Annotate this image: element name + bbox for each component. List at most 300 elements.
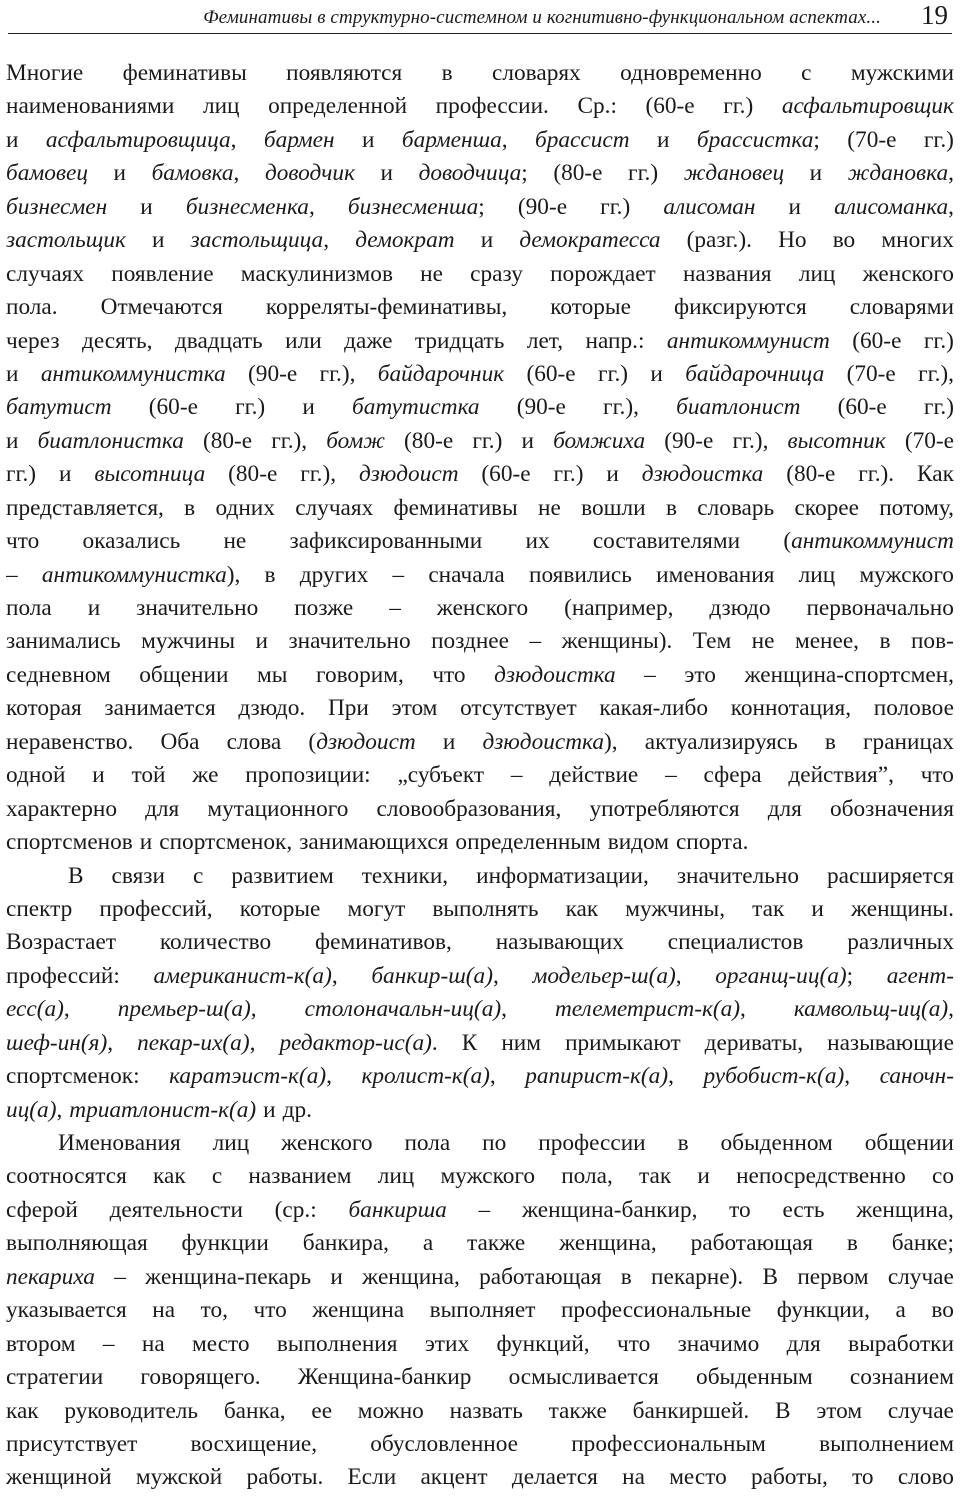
text-run: в [264, 561, 276, 588]
text-run: женщиной [6, 1464, 112, 1491]
text-run: в [879, 628, 891, 655]
word [6, 759, 65, 792]
text-run: женщина [312, 1297, 405, 1324]
word [145, 1261, 311, 1294]
text-run: какая-либо [599, 695, 709, 722]
word [657, 124, 669, 157]
word [535, 124, 630, 157]
word [512, 1461, 598, 1494]
word [153, 1160, 186, 1193]
text-line [6, 1261, 954, 1294]
text-run: первом [797, 1263, 869, 1290]
word [6, 1261, 95, 1294]
word [6, 291, 58, 324]
word [420, 258, 443, 291]
text-line [6, 1361, 954, 1394]
text-run: – [644, 661, 656, 688]
word [303, 1227, 389, 1260]
text-run: что [6, 528, 40, 555]
word [6, 1060, 140, 1093]
text-run: различных [847, 929, 954, 956]
text-run: по [482, 1130, 507, 1156]
text-run: выполнения [276, 1330, 398, 1357]
italic-term: дзюдоист [358, 461, 459, 488]
text-run: этом [391, 695, 438, 722]
word [564, 592, 673, 625]
text-run: ; [521, 160, 528, 187]
text-run: женщина, [362, 1263, 460, 1290]
word [559, 1227, 657, 1260]
word [455, 826, 600, 859]
word [6, 124, 18, 157]
running-title: Феминативы в структурно-системном и когнитивно-функциональном аспектах... [203, 7, 881, 28]
text-run: отсутствует [460, 695, 577, 722]
word [555, 993, 746, 1026]
word [6, 926, 116, 959]
page-number: 19 [921, 0, 948, 30]
word [436, 90, 549, 123]
running-header [8, 0, 952, 34]
word [402, 124, 508, 157]
word [509, 1361, 659, 1394]
word [778, 224, 806, 257]
word [762, 1261, 778, 1294]
word [6, 1461, 112, 1494]
word [279, 1027, 437, 1060]
text-run: втором [6, 1330, 76, 1357]
word [378, 1160, 415, 1193]
word [892, 1227, 954, 1260]
text-run: вошли [581, 494, 646, 521]
text-run: (60-е [852, 327, 902, 354]
italic-term: антикоммунистка [41, 561, 227, 588]
text-run: пекарне). [651, 1263, 744, 1290]
text-run: позже [294, 595, 354, 621]
word [847, 1227, 858, 1260]
text-run: для [786, 1330, 821, 1357]
word [182, 1227, 269, 1260]
text-line [6, 1127, 954, 1160]
text-run: с [801, 60, 812, 86]
text-run: то [729, 1196, 751, 1223]
text-run: что [920, 762, 954, 789]
text-run: , [331, 962, 338, 989]
word [816, 1395, 862, 1428]
word [794, 993, 954, 1026]
word [723, 90, 753, 123]
text-run: акцент [420, 1464, 488, 1491]
word [397, 759, 484, 792]
text-run: многих [881, 227, 954, 254]
word [924, 325, 954, 358]
text-run: или [285, 327, 322, 354]
text-run: именования [656, 561, 775, 588]
text-run: сфера [703, 762, 762, 789]
italic-term: пекар-их(а) [137, 1029, 250, 1056]
word [879, 492, 954, 525]
text-run: (90-е [517, 193, 568, 220]
word [731, 692, 851, 725]
word [6, 325, 60, 358]
text-run: мы [257, 661, 288, 688]
text-run: спортсменок: [6, 1063, 140, 1090]
word [104, 692, 215, 725]
text-run: Отмечаются [100, 294, 223, 321]
text-line [6, 1027, 954, 1060]
text-run: для [145, 795, 180, 822]
text-run: и [521, 427, 534, 454]
word [794, 492, 858, 525]
italic-term: асфальтировщик [781, 93, 954, 120]
word [550, 258, 656, 291]
word [553, 425, 645, 458]
text-run: гг.) [723, 93, 754, 120]
text-run: пола [6, 595, 52, 621]
text-line [6, 525, 954, 558]
text-line [6, 1094, 954, 1127]
word [850, 1361, 954, 1394]
word [169, 1060, 332, 1093]
word [46, 124, 237, 157]
text-run: связи [111, 862, 165, 889]
text-run: границах [863, 728, 954, 755]
word [633, 1395, 750, 1428]
text-run: осмысливается [508, 1364, 659, 1391]
word [6, 191, 107, 224]
word [215, 492, 274, 525]
word [42, 559, 240, 592]
word [517, 391, 566, 424]
italic-term: байдарочник [377, 360, 505, 387]
text-run: гг.). [858, 461, 895, 488]
word [838, 391, 887, 424]
word [6, 726, 133, 759]
text-run: количество [159, 929, 272, 956]
word [789, 191, 801, 224]
text-run: во [931, 1297, 954, 1324]
text-run: гг.) [472, 427, 503, 454]
word [82, 525, 180, 558]
italic-term: пекариха [6, 1263, 95, 1290]
word [888, 1395, 954, 1428]
word [415, 325, 504, 358]
text-run: гг.), [271, 427, 308, 454]
word [266, 291, 507, 324]
text-run: что [253, 1297, 287, 1324]
text-run: (70-е [847, 126, 897, 153]
word [423, 1227, 433, 1260]
text-line [6, 458, 954, 491]
italic-term: банкир-ш(а) [371, 962, 493, 989]
text-line [6, 625, 954, 658]
text-run: женщины. [850, 895, 954, 922]
text-run: – [392, 561, 405, 588]
word [674, 291, 807, 324]
word [212, 1160, 222, 1193]
italic-term: рубобист-к(а) [703, 1063, 845, 1090]
text-line [6, 1328, 954, 1361]
word [389, 592, 401, 625]
word [6, 1294, 127, 1327]
word [782, 1194, 824, 1227]
word [851, 57, 954, 90]
word [348, 191, 485, 224]
text-line [6, 592, 954, 625]
text-run: пола, [561, 1163, 613, 1190]
word [917, 458, 954, 491]
word [496, 1328, 589, 1361]
text-run: К [461, 1029, 478, 1056]
word [191, 224, 329, 257]
text-run: появление [111, 260, 214, 287]
text-run: , [326, 1063, 332, 1090]
text-run: выполнением [819, 1430, 954, 1457]
text-run: (например, [564, 595, 674, 621]
text-line [6, 1428, 954, 1461]
text-line [6, 1060, 954, 1093]
word [797, 1261, 868, 1294]
word [6, 90, 174, 123]
text-run: занимались [6, 628, 121, 655]
word [377, 793, 562, 826]
word [932, 1160, 954, 1193]
text-line [6, 826, 954, 859]
text-run: говорящего. [140, 1364, 261, 1391]
italic-term: иц(а) [6, 1096, 57, 1123]
word [330, 1261, 342, 1294]
word [425, 1328, 469, 1361]
word [136, 1461, 222, 1494]
word [6, 1094, 62, 1127]
word [896, 1294, 906, 1327]
text-line [6, 358, 954, 391]
word [231, 860, 333, 893]
word [101, 291, 223, 324]
word [227, 726, 282, 759]
word [347, 893, 405, 926]
text-run: руководитель [64, 1397, 199, 1424]
word [6, 1361, 103, 1394]
text-run: – [6, 561, 18, 588]
text-run: в [665, 494, 677, 521]
text-run: , [249, 1029, 256, 1056]
word [529, 559, 632, 592]
text-run: видом [607, 829, 669, 856]
word [501, 1027, 541, 1060]
word [697, 124, 820, 157]
word [88, 592, 100, 625]
word [476, 860, 649, 893]
text-run: информатизации, [476, 862, 649, 889]
text-run: пола. [6, 294, 58, 321]
text-run: занимается [104, 695, 216, 722]
word [192, 759, 218, 792]
word [184, 492, 195, 525]
word [288, 625, 410, 658]
text-run: которые [239, 895, 321, 922]
text-run: выполняет [429, 1297, 536, 1324]
italic-term: столоначальн-иц(а) [304, 996, 502, 1023]
word [136, 592, 258, 625]
word [355, 224, 454, 257]
word [834, 191, 954, 224]
text-run: обыденным [696, 1364, 813, 1391]
text-run: сразу [470, 260, 523, 287]
text-run: ), [604, 728, 618, 755]
text-run: оказались [82, 528, 181, 555]
text-run: указывается [6, 1297, 127, 1324]
text-run: гг.) [235, 394, 266, 421]
word [847, 358, 896, 391]
text-run: лиц [798, 260, 836, 287]
text-line [6, 57, 954, 90]
text-run: сферой [6, 1196, 78, 1223]
word [684, 157, 784, 190]
word [921, 759, 954, 792]
word [58, 1127, 181, 1160]
word [859, 559, 954, 592]
text-run: назвать [449, 1397, 523, 1424]
word [858, 458, 894, 491]
word [103, 1328, 115, 1361]
word [581, 492, 646, 525]
text-run: гг.) [597, 360, 629, 387]
word [6, 592, 52, 625]
text-line [6, 1227, 954, 1260]
text-run: . [431, 1029, 438, 1056]
text-run: и [361, 126, 375, 153]
italic-term: рапирист-к(а) [525, 1063, 669, 1090]
text-run: – [102, 1330, 115, 1357]
text-run: (80-е [228, 461, 278, 488]
word [6, 525, 39, 558]
italic-term: антикоммунист [666, 327, 830, 354]
text-run: ( [308, 728, 317, 755]
word [931, 1294, 954, 1327]
word [677, 860, 799, 893]
italic-term: застольщик [6, 227, 126, 254]
text-run: , [250, 996, 257, 1023]
word [644, 659, 656, 692]
word [462, 1027, 478, 1060]
word [264, 124, 335, 157]
text-run: спортсменок, [159, 829, 293, 856]
word [140, 191, 152, 224]
word [589, 793, 739, 826]
word [519, 224, 660, 257]
text-run: спорта. [675, 829, 749, 856]
text-run: не [223, 528, 247, 555]
word [811, 893, 823, 926]
text-run: наименованиями [6, 93, 175, 120]
word [561, 1160, 613, 1193]
text-run: гг.) [628, 160, 659, 187]
text-run: десять, [82, 327, 153, 354]
text-run: как [565, 895, 599, 922]
word [736, 1160, 906, 1193]
italic-term: асфальтировщица [45, 126, 231, 153]
text-run: неравенство. [6, 728, 134, 755]
text-run: работающая [690, 1230, 813, 1257]
text-run: банкира, [302, 1230, 389, 1257]
text-run: через [6, 327, 60, 354]
word [848, 1328, 954, 1361]
word [443, 726, 455, 759]
text-run: функции [181, 1230, 269, 1257]
word [432, 659, 465, 692]
text-run: которые [550, 294, 631, 321]
text-run: деятельности [109, 1196, 243, 1223]
word [224, 1395, 286, 1428]
word [825, 726, 836, 759]
text-run: дзюдо [709, 595, 771, 621]
word [667, 325, 830, 358]
text-line [6, 325, 954, 358]
word [6, 1227, 148, 1260]
text-line [6, 425, 954, 458]
word [320, 358, 356, 391]
text-run: значительно [288, 628, 411, 655]
text-run: других [299, 561, 369, 588]
text-run: на [141, 1330, 165, 1357]
italic-term: бомж [326, 427, 385, 454]
word [203, 90, 240, 123]
text-run: действия”, [788, 762, 894, 789]
text-run: ним [501, 1029, 542, 1056]
text-run: ( [783, 528, 792, 555]
text-run: Именования [58, 1130, 181, 1156]
text-run: действие [549, 762, 639, 789]
word [6, 1160, 127, 1193]
text-run: – [478, 1196, 491, 1223]
word [256, 625, 268, 658]
word [370, 1428, 518, 1461]
word [286, 57, 402, 90]
word [924, 391, 954, 424]
text-run: и [6, 360, 19, 387]
word [600, 191, 630, 224]
text-run: появились [528, 561, 632, 588]
text-run: одних [215, 494, 275, 521]
text-run: женского [436, 595, 529, 621]
word [114, 157, 126, 190]
text-run: женщина, [559, 1230, 657, 1257]
text-run: же [192, 762, 219, 789]
text-line [6, 224, 954, 257]
word [6, 625, 121, 658]
word [665, 759, 677, 792]
text-run: говорим, [315, 661, 404, 688]
word [192, 1328, 250, 1361]
word [593, 525, 740, 558]
word [149, 391, 198, 424]
italic-term: батутистка [351, 394, 480, 421]
text-run: мутационного [207, 795, 349, 822]
text-run: (90-е [664, 427, 714, 454]
text-run: также [548, 1397, 607, 1424]
word [316, 659, 404, 692]
text-run: не [538, 494, 561, 521]
text-run: выполняющая [6, 1230, 148, 1257]
word [431, 625, 509, 658]
word [752, 893, 784, 926]
text-run: профессии. [435, 93, 549, 120]
text-run: профессиональным [571, 1430, 766, 1457]
text-run: как [153, 1163, 186, 1190]
text-run: их [525, 528, 550, 555]
text-run: в [846, 1230, 858, 1257]
text-run: и [58, 461, 72, 488]
